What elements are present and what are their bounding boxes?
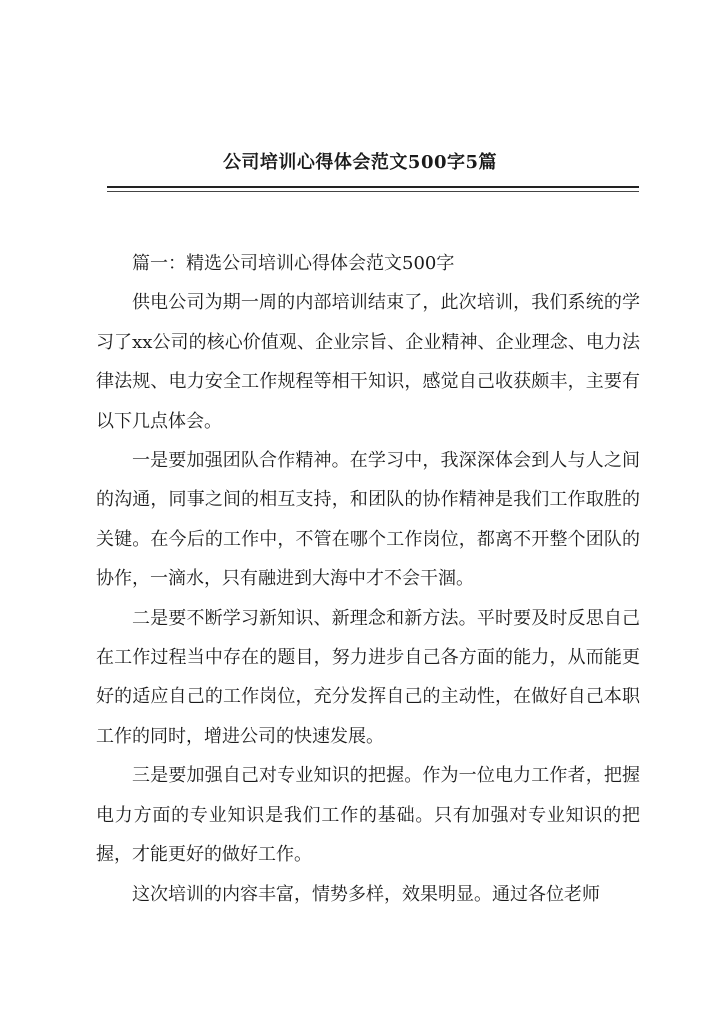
title-rule-thin: [107, 191, 639, 192]
paragraph: 三是要加强自己对专业知识的把握。作为一位电力工作者，把握电力方面的专业知识是我们工作的基础。只有加强对专业知识的把握，才能更好的做好工作。: [96, 765, 640, 866]
paragraph: 这次培训的内容丰富，情势多样，效果明显。通过各位老师: [132, 883, 600, 905]
section-heading: 篇一：精选公司培训心得体会范文500字: [132, 253, 455, 274]
document-title: 公司培训心得体会范文500字5篇: [222, 152, 498, 173]
paragraph: 二是要不断学习新知识、新理念和新方法。平时要及时反思自己在工作过程当中存在的题目，努力进步自己各方面的能力，从而能更好的适应自己的工作岗位，充分发挥自己的主动性，在做好自己本职工作的同时，增进公司的快速发展。: [96, 607, 640, 747]
document-body: [96, 244, 640, 914]
title-rule-thick: [107, 186, 639, 188]
paragraph: 一是要加强团队合作精神。在学习中，我深深体会到人与人之间的沟通，同事之间的相互支持，和团队的协作精神是我们工作取胜的关键。在今后的工作中，不管在哪个工作岗位，都离不开整个团队的协作，一滴水，只有融进到大海中才不会干涸。: [96, 450, 640, 590]
paragraph: 供电公司为期一周的内部培训结束了，此次培训，我们系统的学习了xx公司的核心价值观、企业宗旨、企业精神、企业理念、电力法律法规、电力安全工作规程等相干知识，感觉自己收获颇丰，主要有以下几点体会。: [96, 292, 640, 432]
